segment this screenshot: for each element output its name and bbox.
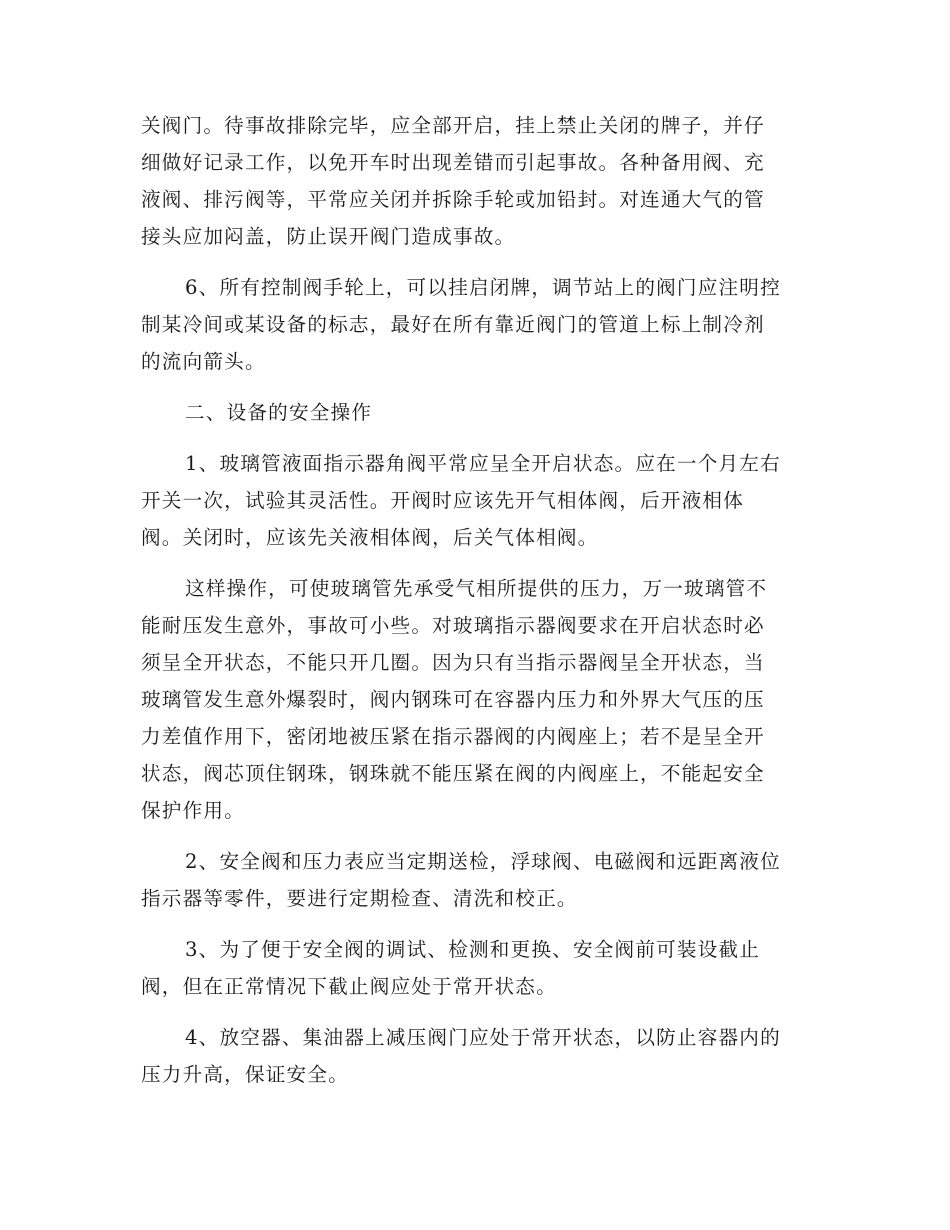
text-line: 阀。关闭时，应该先关液相体阀，后关气体相阀。 [141, 526, 599, 549]
text-line: 能耐压发生意外，事故可小些。对玻璃指示器阀要求在开启状态时必 [141, 614, 765, 637]
text-line: 状态，阀芯顶住钢珠，钢珠就不能压紧在阀的内阀座上，不能起安全 [141, 762, 765, 785]
text-line: 玻璃管发生意外爆裂时，阀内钢珠可在容器内压力和外界大气压的压 [141, 688, 765, 711]
paragraph-item-1 [141, 445, 809, 556]
text-line: 阀，但在正常情况下截止阀应处于常开状态。 [141, 975, 557, 998]
text-line: 保护作用。 [141, 799, 245, 822]
text-line: 液阀、排污阀等，平常应关闭并拆除手轮或加铅封。对连通大气的管 [141, 188, 765, 211]
text-line: 2、安全阀和压力表应当定期送检，浮球阀、电磁阀和远距离液位 [185, 850, 781, 873]
text-line: 3、为了便于安全阀的调试、检测和更换、安全阀前可装设截止 [185, 938, 761, 961]
text-line: 细做好记录工作，以免开车时出现差错而引起事故。各种备用阀、充 [141, 151, 765, 174]
text-line: 须呈全开状态，不能只开几圈。因为只有当指示器阀呈全开状态，当 [141, 651, 765, 674]
text-line: 接头应加闷盖，防止误开阀门造成事故。 [141, 225, 516, 248]
paragraph-item-3 [141, 931, 809, 1005]
text-line: 压力升高，保证安全。 [141, 1063, 349, 1086]
text-line: 开关一次，试验其灵活性。开阀时应该先开气相体阀，后开液相体 [141, 489, 745, 512]
text-line: 1、玻璃管液面指示器角阀平常应呈全开启状态。应在一个月左右 [185, 452, 781, 475]
document-page [141, 107, 809, 1107]
paragraph-valve-closing-continued [141, 107, 809, 255]
paragraph-explanation [141, 570, 809, 829]
text-line: 力差值作用下，密闭地被压紧在指示器阀的内阀座上；若不是呈全开 [141, 725, 765, 748]
text-line: 制某冷间或某设备的标志，最好在所有靠近阀门的管道上标上制冷剂 [141, 313, 765, 336]
text-line: 关阀门。待事故排除完毕，应全部开启，挂上禁止关闭的牌子，并仔 [141, 114, 765, 137]
text-line: 这样操作，可使玻璃管先承受气相所提供的压力，万一玻璃管不 [185, 577, 768, 600]
paragraph-item-2 [141, 843, 809, 917]
text-line: 二、设备的安全操作 [185, 401, 373, 424]
text-line: 指示器等零件，要进行定期检查、清洗和校正。 [141, 887, 578, 910]
text-line: 的流向箭头。 [141, 350, 266, 373]
paragraph-item-4 [141, 1019, 809, 1093]
paragraph-item-6 [141, 269, 809, 380]
text-line: 4、放空器、集油器上减压阀门应处于常开状态，以防止容器内的 [185, 1026, 781, 1049]
section-heading [141, 394, 809, 431]
text-line: 6、所有控制阀手轮上，可以挂启闭牌，调节站上的阀门应注明控 [185, 276, 781, 299]
